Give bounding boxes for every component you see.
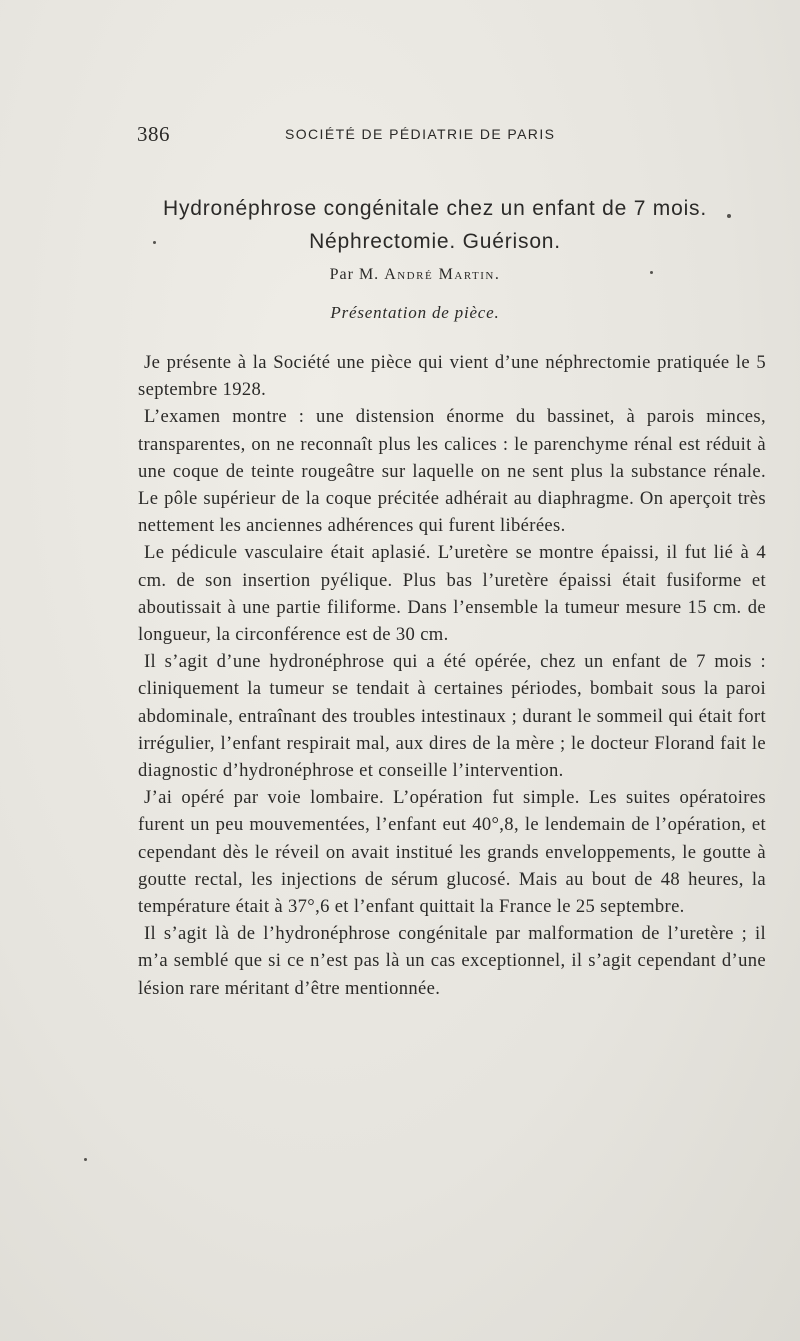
article-subtitle: Présentation de pièce. <box>330 303 500 322</box>
journal-name: SOCIÉTÉ DE PÉDIATRIE DE PARIS <box>285 126 556 142</box>
print-speck <box>727 214 731 218</box>
paragraph: L’examen montre : une distension énorme du bassinet, à parois minces, transparentes, on ne reconnaît plus les calices : le parenchyme rénal est réduit à une coque de teinte rougeâtre sur laquelle on ne sent plus la substance rénale. Le pôle supérieur de la coque précitée adhérait au diaphragme. On aperçoit très nettement les anciennes adhérences qui furent libérées. <box>138 406 766 537</box>
print-speck <box>153 241 156 244</box>
title-line-1: Hydronéphrose congénitale chez un enfant de 7 mois. <box>163 197 707 220</box>
article-body <box>138 349 766 1002</box>
article-title <box>130 192 740 258</box>
print-speck <box>650 271 653 274</box>
paragraph: Il s’agit d’une hydronéphrose qui a été opérée, chez un enfant de 7 mois : cliniquement la tumeur se tendait à certaines périodes, bombait sous la paroi abdominale, entraînant des troubles intestinaux ; durant le sommeil qui était fort irrégulier, l’enfant respirait mal, aux dires de la mère ; le docteur Florand fait le diagnostic d’hydronéphrose et conseille l’intervention. <box>138 651 766 782</box>
paragraph: Le pédicule vasculaire était aplasié. L’uretère se montre épaissi, il fut lié à 4 cm. de son insertion pyélique. Plus bas l’uretère épaissi était fusiforme et aboutissait à une partie filiforme. Dans l’ensemble la tumeur mesure 15 cm. de longueur, la circonférence est de 30 cm. <box>138 542 766 646</box>
author-byline <box>130 266 700 284</box>
paragraph: Je présente à la Société une pièce qui vient d’une néphrectomie pratiquée le 5 septembre 1928. <box>138 352 766 401</box>
author-prefix: Par M. <box>329 266 380 283</box>
page-number: 386 <box>137 122 170 146</box>
paragraph: J’ai opéré par voie lombaire. L’opération fut simple. Les suites opératoires furent un peu mouvementées, l’enfant eut 40°,8, le lendemain de l’opération, et cependant dès le réveil on avait institué les grands enveloppements, le goutte à goutte rectal, les injections de sérum glucosé. Mais au bout de 48 heures, la température était à 37°,6 et l’enfant quittait la France le 25 septembre. <box>138 787 766 918</box>
title-line-2: Néphrectomie. Guérison. <box>309 230 561 253</box>
running-head <box>137 122 617 146</box>
paragraph: Il s’agit là de l’hydronéphrose congénitale par malformation de l’uretère ; il m’a semblé que si ce n’est pas là un cas exceptionnel, il s’agit cependant d’une lésion rare méritant d’être mentionnée. <box>138 923 766 999</box>
print-speck <box>84 1158 87 1161</box>
author-name: André Martin. <box>384 266 501 283</box>
